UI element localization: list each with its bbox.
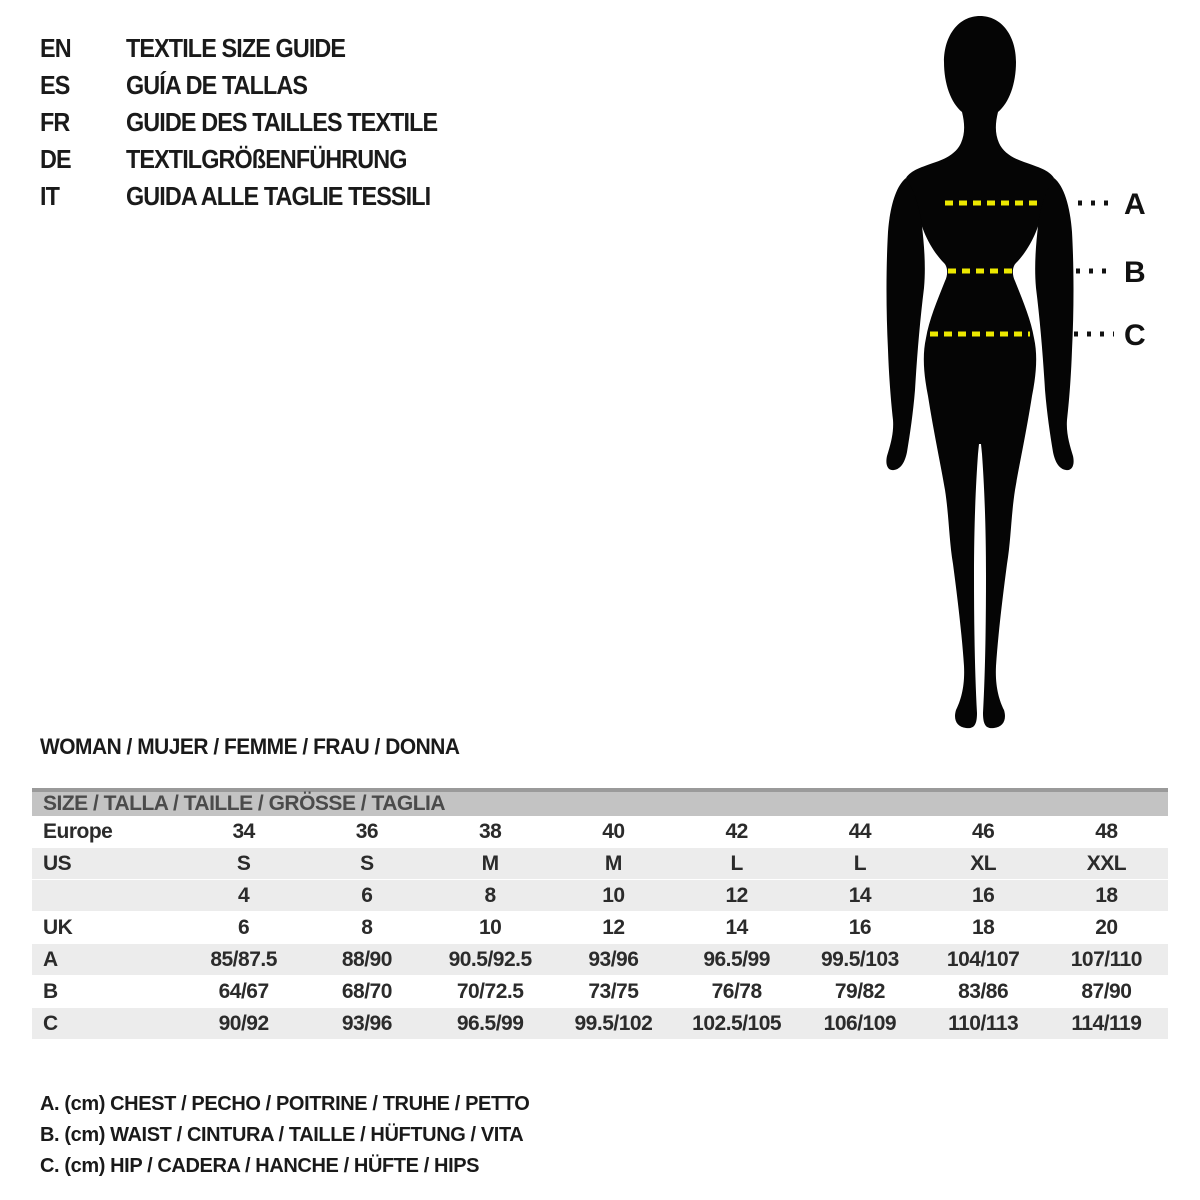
marker-label-chest: A — [1124, 188, 1146, 221]
language-title-row — [40, 67, 472, 104]
size-cell: 68/70 — [341, 980, 392, 1003]
size-table — [32, 788, 1168, 1040]
table-row — [32, 880, 1168, 912]
language-title: GUIDE DES TAILLES TEXTILE — [126, 107, 438, 137]
size-cell: 88/90 — [341, 948, 392, 971]
language-title: GUIDA ALLE TAGLIE TESSILI — [126, 181, 431, 211]
size-cell: 20 — [1095, 916, 1118, 939]
size-cell: 16 — [971, 884, 995, 907]
size-cell: 16 — [848, 916, 872, 939]
size-cell: 114/119 — [1071, 1012, 1142, 1035]
size-cell: M — [604, 852, 622, 875]
language-title-row — [40, 141, 472, 178]
size-cell: 99.5/102 — [574, 1012, 653, 1035]
language-code: IT — [40, 181, 59, 211]
size-cell: S — [360, 852, 374, 875]
table-row — [32, 976, 1168, 1008]
size-cell: XL — [970, 852, 997, 875]
size-cell: 12 — [602, 916, 625, 939]
table-row — [32, 944, 1168, 976]
size-cell: 18 — [971, 916, 995, 939]
size-cell: 64/67 — [218, 980, 269, 1003]
size-cell: 6 — [238, 916, 250, 939]
table-row — [32, 1008, 1168, 1040]
size-cell: 110/113 — [948, 1012, 1019, 1035]
size-cell: 8 — [361, 916, 373, 939]
size-cell: 46 — [971, 820, 995, 843]
language-title-row — [40, 178, 472, 215]
size-cell: 87/90 — [1081, 980, 1132, 1003]
legend-line: B. (cm) WAIST / CINTURA / TAILLE / HÜFTUNG / VITA — [40, 1124, 524, 1146]
size-cell: 4 — [238, 884, 250, 907]
size-cell: 76/78 — [711, 980, 762, 1003]
size-cell: S — [236, 852, 251, 875]
size-cell: 18 — [1095, 884, 1118, 907]
language-code: DE — [40, 144, 71, 174]
row-label: C — [43, 1012, 58, 1035]
language-title-list — [40, 30, 472, 215]
size-cell: 14 — [848, 884, 872, 907]
size-cell: 42 — [725, 820, 748, 843]
woman-silhouette-right-arm — [1035, 178, 1073, 470]
size-cell: 90/92 — [218, 1012, 269, 1035]
language-code: FR — [40, 107, 70, 137]
size-cell: 10 — [602, 884, 625, 907]
size-cell: 48 — [1095, 820, 1118, 843]
size-cell: XXL — [1086, 852, 1127, 875]
size-cell: 93/96 — [588, 948, 639, 971]
row-label: UK — [43, 916, 73, 939]
size-cell: 14 — [725, 916, 748, 939]
row-label: Europe — [43, 820, 113, 843]
table-row — [32, 848, 1168, 880]
row-label: US — [43, 852, 72, 875]
marker-label-hip: C — [1124, 319, 1146, 352]
section-heading-woman: WOMAN / MUJER / FEMME / FRAU / DONNA — [40, 734, 460, 759]
language-code: EN — [40, 33, 71, 63]
size-cell: 83/86 — [958, 980, 1009, 1003]
row-label — [32, 880, 182, 911]
size-cell: 107/110 — [1070, 948, 1142, 971]
size-cell: 90.5/92.5 — [448, 948, 532, 971]
table-row — [32, 912, 1168, 944]
size-table-rows — [32, 816, 1168, 1040]
size-cell: 102.5/105 — [692, 1012, 782, 1035]
size-cell: 12 — [725, 884, 748, 907]
size-cell: 79/82 — [834, 980, 885, 1003]
woman-silhouette — [906, 16, 1054, 728]
size-cell: L — [853, 852, 867, 875]
size-cell: 96.5/99 — [703, 948, 770, 971]
language-title-row — [40, 30, 472, 67]
size-table-header: SIZE / TALLA / TAILLE / GRÖSSE / TAGLIA — [32, 788, 1168, 816]
row-label: B — [43, 980, 58, 1003]
row-label: A — [43, 948, 58, 971]
size-cell: 38 — [478, 820, 502, 843]
size-cell: 85/87.5 — [210, 948, 277, 971]
language-code: ES — [40, 70, 70, 100]
size-cell: 99.5/103 — [821, 948, 899, 971]
measurement-legend — [40, 1089, 529, 1182]
language-title: GUÍA DE TALLAS — [126, 70, 308, 100]
size-cell: 70/72.5 — [456, 980, 524, 1003]
legend-line: A. (cm) CHEST / PECHO / POITRINE / TRUHE / PETTO — [40, 1093, 530, 1115]
size-cell: 93/96 — [341, 1012, 392, 1035]
language-title: TEXTILGRÖßENFÜHRUNG — [126, 144, 407, 174]
language-title: TEXTILE SIZE GUIDE — [126, 33, 346, 63]
table-row — [32, 816, 1168, 848]
size-cell: 104/107 — [946, 948, 1020, 971]
size-cell: L — [730, 852, 743, 875]
legend-line: C. (cm) HIP / CADERA / HANCHE / HÜFTE / HIPS — [40, 1155, 480, 1177]
woman-silhouette-figure — [860, 10, 1160, 740]
size-cell: 8 — [484, 884, 496, 907]
size-cell: M — [481, 852, 499, 875]
size-cell: 34 — [232, 820, 255, 843]
size-cell: 73/75 — [588, 980, 639, 1003]
marker-label-waist: B — [1124, 256, 1146, 289]
size-cell: 44 — [848, 820, 872, 843]
size-cell: 10 — [478, 916, 502, 939]
woman-silhouette-left-arm — [886, 178, 924, 470]
size-cell: 40 — [602, 820, 625, 843]
size-cell: 106/109 — [823, 1012, 897, 1035]
language-title-row — [40, 104, 472, 141]
size-cell: 96.5/99 — [456, 1012, 524, 1035]
size-cell: 6 — [361, 884, 373, 907]
size-cell: 36 — [355, 820, 379, 843]
